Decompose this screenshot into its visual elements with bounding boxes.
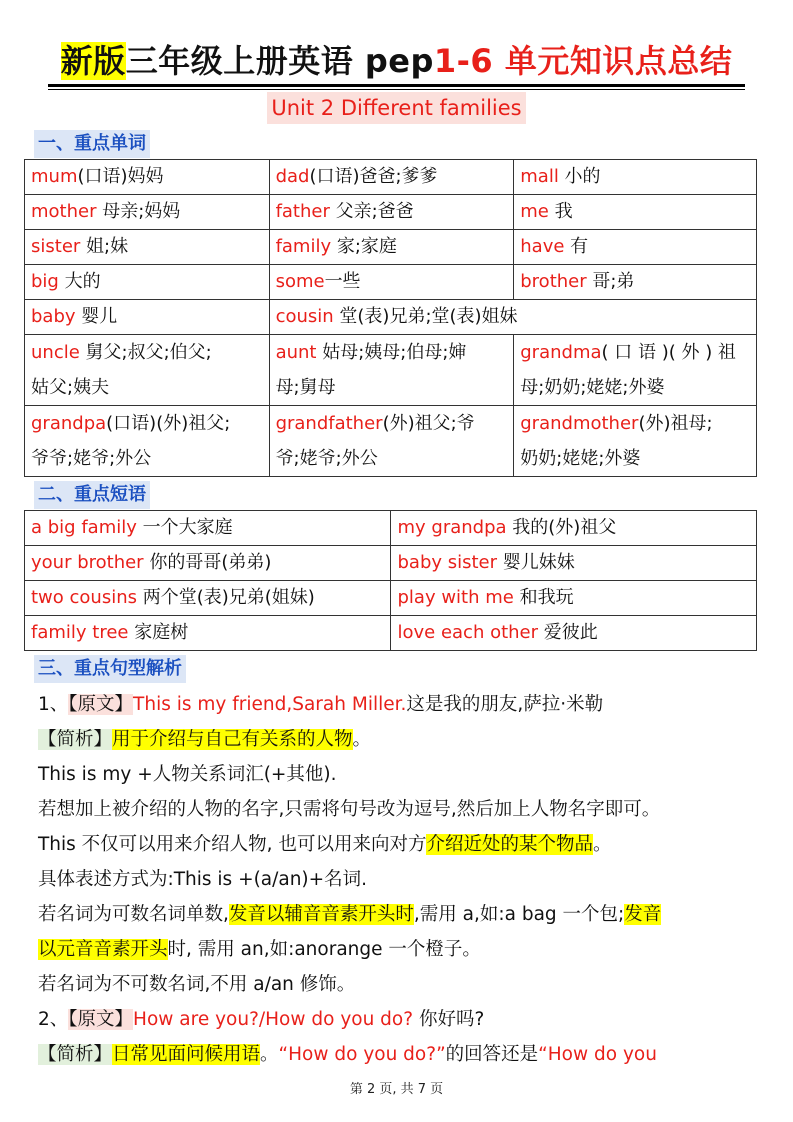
table-row — [25, 300, 757, 335]
title-main: 三年级上册英语 pep — [125, 42, 434, 80]
table-cell: mum(口语)妈妈 — [25, 160, 270, 195]
table-row — [25, 511, 757, 546]
table-cell: mother 母亲;妈妈 — [25, 195, 270, 230]
table-cell: love each other 爱彼此 — [391, 616, 757, 651]
section-heading-phrases: 二、重点短语 — [34, 481, 150, 509]
title-red: 1-6 单元知识点总结 — [433, 42, 733, 80]
text-line: 具体表述方式为:This is +(a/an)+名词. — [38, 869, 368, 890]
table-row — [25, 616, 757, 651]
table-cell: grandma( 口 语 )( 外 ) 祖 母;奶奶;姥姥;外婆 — [514, 335, 757, 406]
text-line: 若想加上被介绍的人物的名字,只需将句号改为逗号,然后加上人物名字即可。 — [38, 799, 661, 820]
table-cell: mall 小的 — [514, 160, 757, 195]
sentence-analysis — [38, 687, 760, 1072]
title-rule-thin — [48, 89, 745, 90]
text-line: This 不仅可以用来介绍人物, 也可以用来向对方介绍近处的某个物品。 — [38, 834, 612, 855]
table-cell: grandfather(外)祖父;爷 爷;姥爷;外公 — [269, 406, 514, 477]
table-row — [25, 546, 757, 581]
text-line: 1、【原文】This is my friend,Sarah Miller.这是我的朋友,萨拉·米勒 — [38, 694, 604, 715]
section-heading-sentences: 三、重点句型解析 — [34, 655, 186, 683]
table-cell: cousin 堂(表)兄弟;堂(表)姐妹 — [269, 300, 756, 335]
title-highlight: 新版 — [60, 42, 126, 80]
table-cell: me 我 — [514, 195, 757, 230]
table-cell: two cousins 两个堂(表)兄弟(姐妹) — [25, 581, 391, 616]
phrases-table — [24, 510, 757, 651]
page-title — [0, 38, 793, 84]
table-cell: your brother 你的哥哥(弟弟) — [25, 546, 391, 581]
table-cell: big 大的 — [25, 265, 270, 300]
table-row — [25, 230, 757, 265]
table-cell: family 家;家庭 — [269, 230, 514, 265]
table-row — [25, 581, 757, 616]
table-cell: some一些 — [269, 265, 514, 300]
words-table — [24, 159, 757, 477]
table-cell: grandmother(外)祖母; 奶奶;姥姥;外婆 — [514, 406, 757, 477]
section-heading-words: 一、重点单词 — [34, 130, 150, 158]
table-cell: father 父亲;爸爸 — [269, 195, 514, 230]
table-cell: family tree 家庭树 — [25, 616, 391, 651]
unit-title: Unit 2 Different families — [0, 92, 793, 124]
table-cell: uncle 舅父;叔父;伯父; 姑父;姨夫 — [25, 335, 270, 406]
text-line: 【简析】日常见面问候用语。“How do you do?”的回答还是“How do you — [38, 1044, 657, 1065]
title-rule — [48, 84, 745, 87]
table-cell: baby sister 婴儿妹妹 — [391, 546, 757, 581]
table-cell: have 有 — [514, 230, 757, 265]
table-row — [25, 265, 757, 300]
table-cell: brother 哥;弟 — [514, 265, 757, 300]
table-row — [25, 160, 757, 195]
table-cell: aunt 姑母;姨母;伯母;婶 母;舅母 — [269, 335, 514, 406]
text-line: This is my +人物关系词汇(+其他). — [38, 764, 337, 785]
text-line: 【简析】用于介绍与自己有关系的人物。 — [38, 729, 372, 750]
table-row — [25, 406, 757, 477]
table-row — [25, 335, 757, 406]
table-cell: my grandpa 我的(外)祖父 — [391, 511, 757, 546]
table-row — [25, 195, 757, 230]
text-line: 2、【原文】How are you?/How do you do? 你好吗? — [38, 1009, 485, 1030]
page-footer: 第 2 页, 共 7 页 — [349, 1082, 444, 1097]
table-cell: dad(口语)爸爸;爹爹 — [269, 160, 514, 195]
table-cell: baby 婴儿 — [25, 300, 270, 335]
table-cell: a big family 一个大家庭 — [25, 511, 391, 546]
text-line: 若名词为可数名词单数,发音以辅音音素开头时,需用 a,如:a bag 一个包;发音 — [38, 904, 662, 925]
table-cell: play with me 和我玩 — [391, 581, 757, 616]
text-line: 以元音音素开头时, 需用 an,如:anorange 一个橙子。 — [38, 939, 481, 960]
table-cell: grandpa(口语)(外)祖父; 爷爷;姥爷;外公 — [25, 406, 270, 477]
text-line: 若名词为不可数名词,不用 a/an 修饰。 — [38, 974, 356, 995]
table-cell: sister 姐;妹 — [25, 230, 270, 265]
